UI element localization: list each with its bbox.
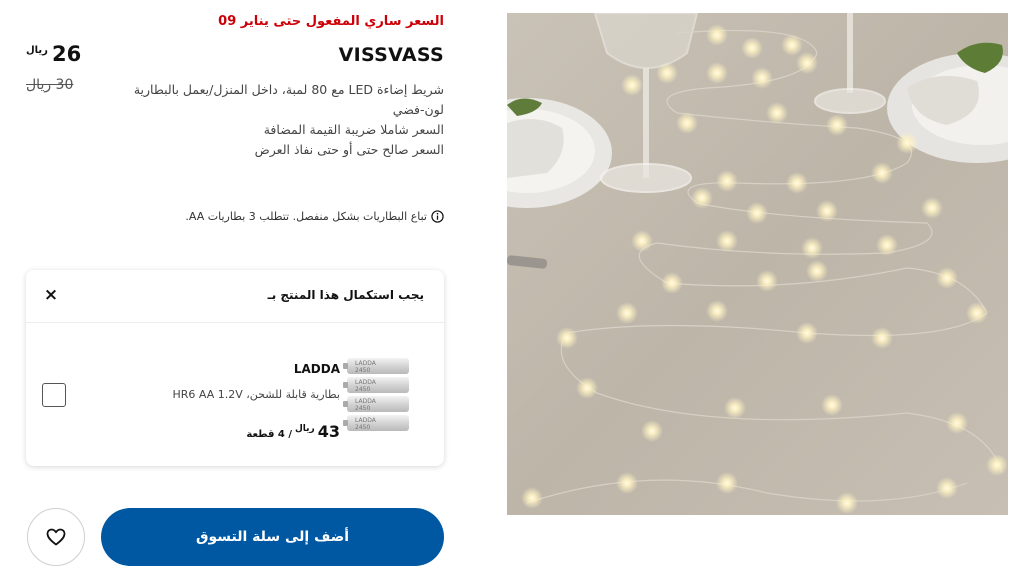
product-description	[94, 80, 444, 160]
price	[26, 42, 81, 66]
product-name: VISSVASS	[338, 44, 444, 66]
add-to-cart-button[interactable]: أضف إلى سلة التسوق	[101, 508, 444, 566]
description-line: شريط إضاءة LED مع 80 لمبة، داخل المنزل/يعمل بالبطارية	[133, 82, 444, 97]
companion-card	[26, 270, 444, 466]
battery-code: 2450	[355, 386, 371, 393]
companion-item-name: LADDA	[293, 362, 340, 376]
heart-icon	[46, 528, 66, 546]
companion-price-unit: / 4 قطعة	[246, 429, 292, 440]
companion-price-value: 43	[317, 422, 340, 441]
battery-label: LADDA	[355, 379, 376, 386]
price-currency: ريال	[26, 45, 48, 56]
price-value: 26	[51, 42, 82, 66]
companion-item-price	[246, 422, 340, 441]
battery-code: 2450	[355, 424, 371, 431]
promo-text: السعر ساري المفعول حتى يناير 09	[218, 14, 444, 29]
companion-price-currency: ريال	[294, 424, 315, 434]
old-price: 30 ريال	[26, 77, 74, 93]
description-line: السعر شاملا ضريبة القيمة المضافة	[263, 122, 444, 137]
companion-card-title: يجب استكمال هذا المنتج بـ	[267, 288, 424, 302]
description-line: لون-فضي	[392, 102, 444, 117]
info-icon	[431, 210, 444, 223]
battery-note-text: تباع البطاريات بشكل منفصل. تتطلب 3 بطاريات AA.	[185, 210, 427, 223]
companion-item-checkbox[interactable]	[42, 383, 66, 407]
battery-label: LADDA	[355, 417, 376, 424]
battery-label: LADDA	[355, 360, 376, 367]
battery-label: LADDA	[355, 398, 376, 405]
battery-code: 2450	[355, 405, 371, 412]
product-image	[507, 13, 1008, 515]
favorite-button[interactable]	[27, 508, 85, 566]
close-icon[interactable]: ×	[43, 285, 59, 305]
companion-item-description: بطارية قابلة للشحن، HR6 AA 1.2V	[172, 388, 340, 401]
battery-image	[343, 356, 411, 436]
battery-code: 2450	[355, 367, 371, 374]
battery-note	[185, 210, 444, 223]
description-line: السعر صالح حتى أو حتى نفاذ العرض	[254, 142, 444, 157]
companion-card-header	[26, 270, 444, 323]
